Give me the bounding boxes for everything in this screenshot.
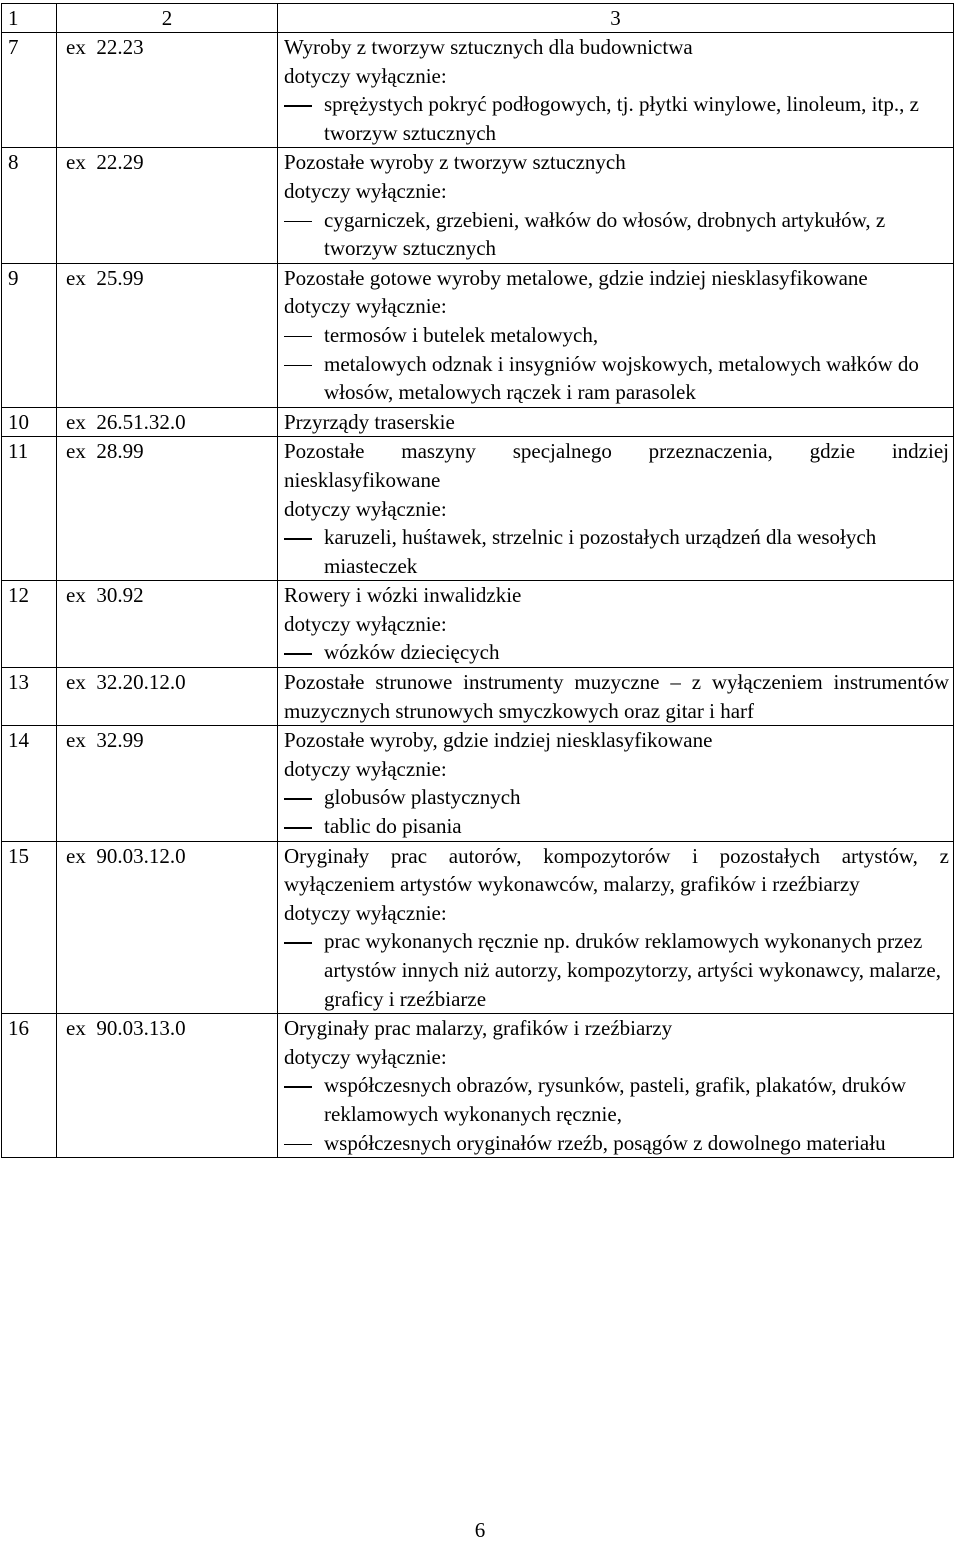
- product-description: [278, 263, 954, 407]
- product-description: [278, 726, 954, 841]
- table-row: [2, 33, 954, 148]
- pkwiu-code: ex 30.92: [57, 581, 278, 668]
- description-qualifier: dotyczy wyłącznie:: [284, 496, 447, 521]
- row-number: 12: [2, 581, 57, 668]
- pkwiu-code: ex 32.20.12.0: [57, 668, 278, 726]
- row-number: 11: [2, 437, 57, 581]
- product-description: [278, 581, 954, 668]
- description-qualifier: dotyczy wyłącznie:: [284, 178, 447, 203]
- row-number: 13: [2, 668, 57, 726]
- list-item-text: globusów plastycznych: [324, 785, 521, 810]
- dash-bullet: [284, 90, 324, 147]
- description-qualifier: dotyczy wyłącznie:: [284, 294, 447, 319]
- list-item: [284, 812, 949, 841]
- table-row: [2, 581, 954, 668]
- description-title: Przyrządy traserskie: [284, 409, 455, 434]
- pkwiu-code: ex 22.29: [57, 148, 278, 263]
- table-row: [2, 841, 954, 1014]
- table-row: [2, 726, 954, 841]
- product-description: [278, 1014, 954, 1158]
- pkwiu-code: ex 25.99: [57, 263, 278, 407]
- table-row: [2, 407, 954, 437]
- dash-bullet: [284, 321, 324, 350]
- row-number: 8: [2, 148, 57, 263]
- description-qualifier: dotyczy wyłącznie:: [284, 611, 447, 636]
- pkwiu-code: ex 26.51.32.0: [57, 407, 278, 437]
- dash-bullet: [284, 638, 324, 667]
- description-qualifier: dotyczy wyłącznie:: [284, 63, 447, 88]
- description-title: Pozostałe wyroby z tworzyw sztucznych: [284, 150, 626, 175]
- list-item-text: sprężystych pokryć podłogowych, tj. płytki winylowe, linoleum, itp., z tworzyw sztucznych: [324, 92, 919, 145]
- pkwiu-code: ex 28.99: [57, 437, 278, 581]
- list-item: [284, 206, 949, 263]
- row-number: 7: [2, 33, 57, 148]
- header-col-1: 1: [2, 4, 57, 33]
- dash-bullet: [284, 927, 324, 1013]
- list-item-text: tablic do pisania: [324, 814, 462, 839]
- pkwiu-code: ex 32.99: [57, 726, 278, 841]
- description-qualifier: dotyczy wyłącznie:: [284, 756, 447, 781]
- description-title: Oryginały prac malarzy, grafików i rzeźbiarzy: [284, 1016, 673, 1041]
- list-item: [284, 90, 949, 147]
- table-row: [2, 437, 954, 581]
- product-description: [278, 33, 954, 148]
- dash-bullet: [284, 1129, 324, 1158]
- list-item: [284, 523, 949, 580]
- product-description: [278, 668, 954, 726]
- row-number: 16: [2, 1014, 57, 1158]
- table-row: [2, 1014, 954, 1158]
- description-qualifier: dotyczy wyłącznie:: [284, 1044, 447, 1069]
- product-description: [278, 437, 954, 581]
- list-item: [284, 638, 949, 667]
- dash-bullet: [284, 206, 324, 263]
- classification-table: [1, 3, 954, 1158]
- table-row: [2, 148, 954, 263]
- dash-bullet: [284, 812, 324, 841]
- description-title: Oryginały prac autorów, kompozytorów i pozostałych artystów, z wyłączeniem artystów wykonawców, malarzy, grafików i rzeźbiarzy: [284, 843, 949, 897]
- list-item: [284, 1071, 949, 1128]
- description-qualifier: dotyczy wyłącznie:: [284, 900, 447, 925]
- list-item: [284, 927, 949, 1013]
- description-title: Pozostałe gotowe wyroby metalowe, gdzie indziej niesklasyfikowane: [284, 265, 868, 290]
- dash-bullet: [284, 523, 324, 580]
- dash-bullet: [284, 350, 324, 407]
- description-title: Pozostałe maszyny specjalnego przeznaczenia, gdzie indziej niesklasyfikowane: [284, 439, 949, 492]
- header-col-2: 2: [57, 4, 278, 33]
- list-item: [284, 1129, 949, 1158]
- pkwiu-code: ex 22.23: [57, 33, 278, 148]
- table-row: [2, 263, 954, 407]
- list-item: [284, 350, 949, 407]
- pkwiu-code: ex 90.03.12.0: [57, 841, 278, 1014]
- list-item-text: prac wykonanych ręcznie np. druków reklamowych wykonanych przez artystów innych niż autorzy, kompozytorzy, artyści wykonawcy, malarze, graficy i rzeźbiarze: [324, 929, 941, 1011]
- table-header-row: [2, 4, 954, 33]
- description-title: Wyroby z tworzyw sztucznych dla budownictwa: [284, 35, 693, 59]
- list-item-text: wózków dziecięcych: [324, 640, 500, 665]
- list-item-text: termosów i butelek metalowych,: [324, 322, 599, 347]
- list-item: [284, 783, 949, 812]
- dash-bullet: [284, 1071, 324, 1128]
- product-description: [278, 407, 954, 437]
- list-item-text: współczesnych oryginałów rzeźb, posągów z dowolnego materiału: [324, 1130, 886, 1155]
- dash-bullet: [284, 783, 324, 812]
- list-item-text: współczesnych obrazów, rysunków, pasteli, grafik, plakatów, druków reklamowych wykonanych ręcznie,: [324, 1073, 907, 1126]
- page-number: 6: [474, 1518, 486, 1542]
- list-item-text: karuzeli, huśtawek, strzelnic i pozostałych urządzeń dla wesołych miasteczek: [324, 525, 877, 578]
- list-item-text: cygarniczek, grzebieni, wałków do włosów, drobnych artykułów, z tworzyw sztucznych: [324, 207, 886, 261]
- description-title: Pozostałe strunowe instrumenty muzyczne – z wyłączeniem instrumentów muzycznych strunowych smyczkowych oraz gitar i harf: [284, 670, 949, 723]
- row-number: 9: [2, 263, 57, 407]
- row-number: 14: [2, 726, 57, 841]
- pkwiu-code: ex 90.03.13.0: [57, 1014, 278, 1158]
- product-description: [278, 841, 954, 1014]
- table-row: [2, 668, 954, 726]
- product-description: [278, 148, 954, 263]
- description-title: Rowery i wózki inwalidzkie: [284, 583, 522, 608]
- header-col-3: 3: [278, 4, 954, 33]
- row-number: 10: [2, 407, 57, 437]
- list-item-text: metalowych odznak i insygniów wojskowych, metalowych wałków do włosów, metalowych rączek i ram parasolek: [324, 351, 919, 405]
- row-number: 15: [2, 841, 57, 1014]
- description-title: Pozostałe wyroby, gdzie indziej niesklasyfikowane: [284, 728, 713, 753]
- list-item: [284, 321, 949, 350]
